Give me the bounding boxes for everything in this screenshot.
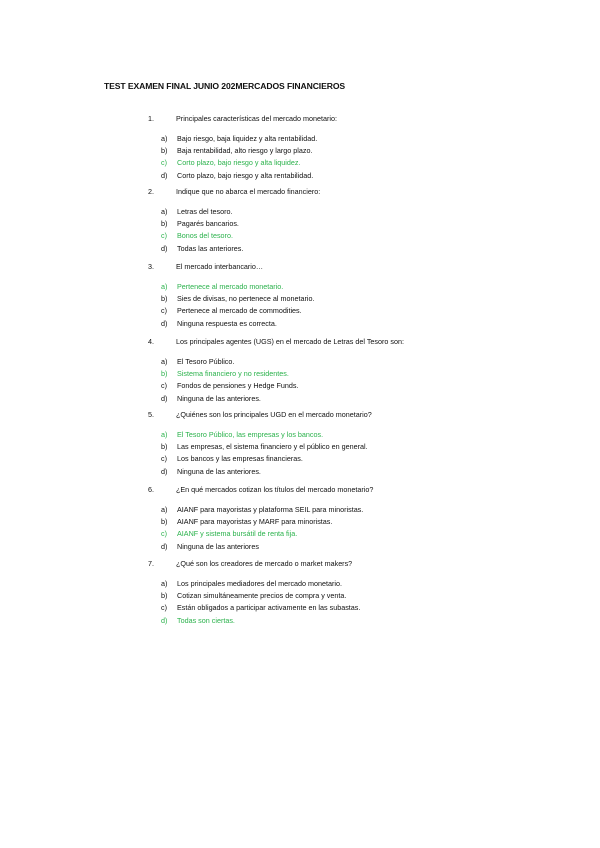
- correct-answer-option: [161, 368, 568, 380]
- answer-text: AIANF para mayoristas y plataforma SEIL para minoristas.: [177, 505, 364, 514]
- answer-letter: a): [161, 505, 168, 514]
- answer-text: Ninguna de las anteriores.: [177, 466, 261, 476]
- answer-text: Están obligados a participar activamente en las subastas.: [177, 603, 361, 613]
- answer-letter: b): [161, 294, 168, 304]
- answer-letter: b): [161, 591, 168, 601]
- question-block: [148, 336, 568, 405]
- answer-letter: b): [161, 369, 168, 379]
- question-number: 7.: [148, 559, 154, 568]
- answer-list: [161, 578, 568, 627]
- answer-text: Baja rentabilidad, alto riesgo y largo plazo.: [177, 146, 313, 156]
- answer-option: [161, 466, 568, 478]
- answer-option: [161, 133, 568, 145]
- question-number: 1.: [148, 114, 154, 123]
- answer-option: [161, 206, 568, 218]
- answer-option: [161, 602, 568, 614]
- answer-text: Corto plazo, bajo riesgo y alta liquidez.: [177, 158, 301, 168]
- question-block: [148, 409, 568, 478]
- answer-text: Ninguna de las anteriores.: [177, 393, 261, 403]
- answer-text: El Tesoro Público.: [177, 357, 235, 366]
- answer-list: [161, 356, 568, 405]
- answer-letter: b): [161, 442, 168, 452]
- answer-option: [161, 453, 568, 465]
- answer-option: [161, 516, 568, 528]
- answer-list: [161, 206, 568, 255]
- question-heading: [148, 186, 568, 198]
- answer-text: Fondos de pensiones y Hedge Funds.: [177, 381, 299, 391]
- answer-letter: d): [161, 466, 168, 476]
- correct-answer-option: [161, 230, 568, 242]
- answer-letter: c): [161, 231, 167, 241]
- question-text: ¿Qué son los creadores de mercado o market makers?: [176, 559, 353, 568]
- answer-letter: d): [161, 541, 168, 551]
- answer-text: Las empresas, el sistema financiero y el público en general.: [177, 442, 368, 452]
- question-heading: [148, 113, 568, 125]
- question-text: Indique que no abarca el mercado financiero:: [176, 187, 321, 196]
- answer-letter: c): [161, 454, 167, 464]
- answer-option: [161, 590, 568, 602]
- answer-option: [161, 380, 568, 392]
- answer-letter: b): [161, 517, 168, 527]
- question-heading: [148, 261, 568, 273]
- question-text: ¿En qué mercados cotizan los títulos del mercado monetario?: [176, 485, 374, 494]
- answer-letter: d): [161, 318, 168, 328]
- correct-answer-option: [161, 615, 568, 627]
- question-text: El mercado interbancario…: [176, 262, 264, 271]
- answer-list: [161, 281, 568, 330]
- answer-letter: a): [161, 430, 168, 439]
- page-title: TEST EXAMEN FINAL JUNIO 202MERCADOS FINANCIEROS: [104, 81, 346, 91]
- question-number: 4.: [148, 337, 154, 346]
- answer-letter: a): [161, 579, 168, 588]
- answer-option: [161, 243, 568, 255]
- answer-list: [161, 504, 568, 553]
- correct-answer-option: [161, 157, 568, 169]
- question-heading: [148, 336, 568, 348]
- answer-letter: b): [161, 219, 168, 229]
- answer-text: Cotizan simultáneamente precios de compra y venta.: [177, 591, 347, 601]
- question-number: 5.: [148, 410, 154, 419]
- answer-letter: a): [161, 282, 168, 291]
- answer-list: [161, 133, 568, 182]
- answer-text: Bonos del tesoro.: [177, 231, 233, 241]
- answer-text: Todas son ciertas.: [177, 615, 235, 625]
- answer-list: [161, 429, 568, 478]
- answer-text: Pertenece al mercado monetario.: [177, 282, 284, 291]
- answer-text: Todas las anteriores.: [177, 243, 244, 253]
- answer-option: [161, 145, 568, 157]
- answer-option: [161, 441, 568, 453]
- question-heading: [148, 558, 568, 570]
- answer-text: Los principales mediadores del mercado monetario.: [177, 579, 343, 588]
- answer-letter: c): [161, 306, 167, 316]
- correct-answer-option: [161, 281, 568, 293]
- answer-option: [161, 356, 568, 368]
- correct-answer-option: [161, 528, 568, 540]
- question-block: [148, 113, 568, 182]
- answer-text: Pertenece al mercado de commodities.: [177, 306, 302, 316]
- answer-letter: c): [161, 603, 167, 613]
- answer-text: AIANF para mayoristas y MARF para minoristas.: [177, 517, 333, 527]
- answer-option: [161, 218, 568, 230]
- answer-letter: a): [161, 134, 168, 143]
- answer-letter: d): [161, 243, 168, 253]
- answer-option: [161, 504, 568, 516]
- answer-letter: a): [161, 357, 168, 366]
- answer-text: Sies de divisas, no pertenece al monetario.: [177, 294, 315, 304]
- question-text: Los principales agentes (UGS) en el mercado de Letras del Tesoro son:: [176, 337, 404, 346]
- question-block: [148, 558, 568, 627]
- answer-text: Letras del tesoro.: [177, 207, 233, 216]
- answer-text: Bajo riesgo, baja liquidez y alta rentabilidad.: [177, 134, 318, 143]
- answer-option: [161, 293, 568, 305]
- answer-letter: a): [161, 207, 168, 216]
- answer-option: [161, 578, 568, 590]
- question-text: ¿Quiénes son los principales UGD en el mercado monetario?: [176, 410, 372, 419]
- answer-text: Ninguna respuesta es correcta.: [177, 318, 277, 328]
- answer-text: Ninguna de las anteriores: [177, 541, 259, 551]
- answer-text: Los bancos y las empresas financieras.: [177, 454, 303, 464]
- question-block: [148, 261, 568, 330]
- question-number: 3.: [148, 262, 154, 271]
- answer-letter: d): [161, 393, 168, 403]
- answer-text: Sistema financiero y no residentes.: [177, 369, 289, 379]
- answer-text: Corto plazo, bajo riesgo y alta rentabilidad.: [177, 170, 314, 180]
- answer-option: [161, 393, 568, 405]
- answer-option: [161, 318, 568, 330]
- answer-letter: d): [161, 615, 168, 625]
- correct-answer-option: [161, 429, 568, 441]
- answer-option: [161, 170, 568, 182]
- question-block: [148, 484, 568, 553]
- answer-option: [161, 541, 568, 553]
- question-number: 6.: [148, 485, 154, 494]
- answer-letter: b): [161, 146, 168, 156]
- question-heading: [148, 484, 568, 496]
- answer-letter: c): [161, 381, 167, 391]
- answer-letter: d): [161, 170, 168, 180]
- answer-option: [161, 305, 568, 317]
- answer-letter: c): [161, 529, 167, 539]
- question-block: [148, 186, 568, 255]
- answer-text: Pagarés bancarios.: [177, 219, 239, 229]
- question-number: 2.: [148, 187, 154, 196]
- answer-letter: c): [161, 158, 167, 168]
- answer-text: El Tesoro Público, las empresas y los bancos.: [177, 430, 324, 439]
- question-heading: [148, 409, 568, 421]
- question-text: Principales características del mercado monetario:: [176, 114, 337, 123]
- answer-text: AIANF y sistema bursátil de renta fija.: [177, 529, 298, 539]
